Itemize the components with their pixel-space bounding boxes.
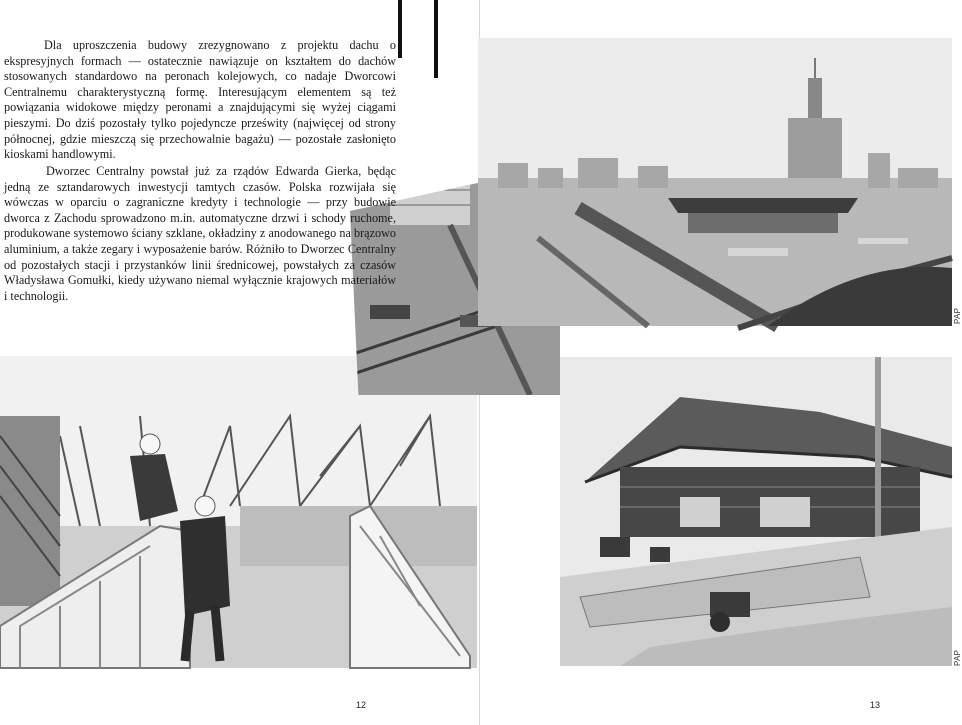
decorative-rule-right	[434, 0, 438, 78]
photo-workers-on-girder	[0, 356, 477, 668]
page-number-right: 13	[870, 700, 881, 710]
article-paragraph-1: Dla uproszczenia budowy zrezygnowano z projektu dachu o ekspresyjnych formach — ostatecznie nawiązuje on kształtem do dachów stosowanych standardowo na peronach kolejowych, co nadaje Dworcowi Centralnemu charakterystyczną formę. Interesującym elementem są też powiązania widokowe między peronami a znajdującymi się wyżej ciągami pieszymi. Do dziś pozostały tylko pojedyncze prześwity (najwięcej od strony północnej, gdzie mieszczą się przechowalnie bagażu) — pozostałe zasłonięto kioskami handlowymi.	[4, 38, 396, 162]
decorative-rule-left	[398, 0, 402, 58]
photo-credit-bottom-right: PAP	[953, 649, 962, 666]
photo-aerial-construction	[478, 38, 952, 326]
page-number-left: 12	[356, 700, 367, 710]
photo-credit-top-right: PAP	[953, 307, 962, 324]
article-paragraph-2: Dworzec Centralny powstał już za rządów Edwarda Gierka, będąc jedną ze sztandarowych inwestycji tamtych czasów. Polska rozwijała się wówczas w oparciu o zagraniczne kredyty i technologie — przy budowie dworca z Zachodu sprowadzono m.in. automatyczne drzwi i schody ruchome, produkowane systemowo ściany szklane, okładziny z anodowanego na brązowo aluminium, a także zegary i wyposażenie barów. Różniło to Dworzec Centralny od pozostałych stacji i przystanków linii średnicowej, powstałych za czasów Władysława Gomułki, kiedy używano niemal wyłącznie krajowych materiałów i technologii.	[4, 164, 396, 303]
photo-station-building	[560, 357, 952, 666]
